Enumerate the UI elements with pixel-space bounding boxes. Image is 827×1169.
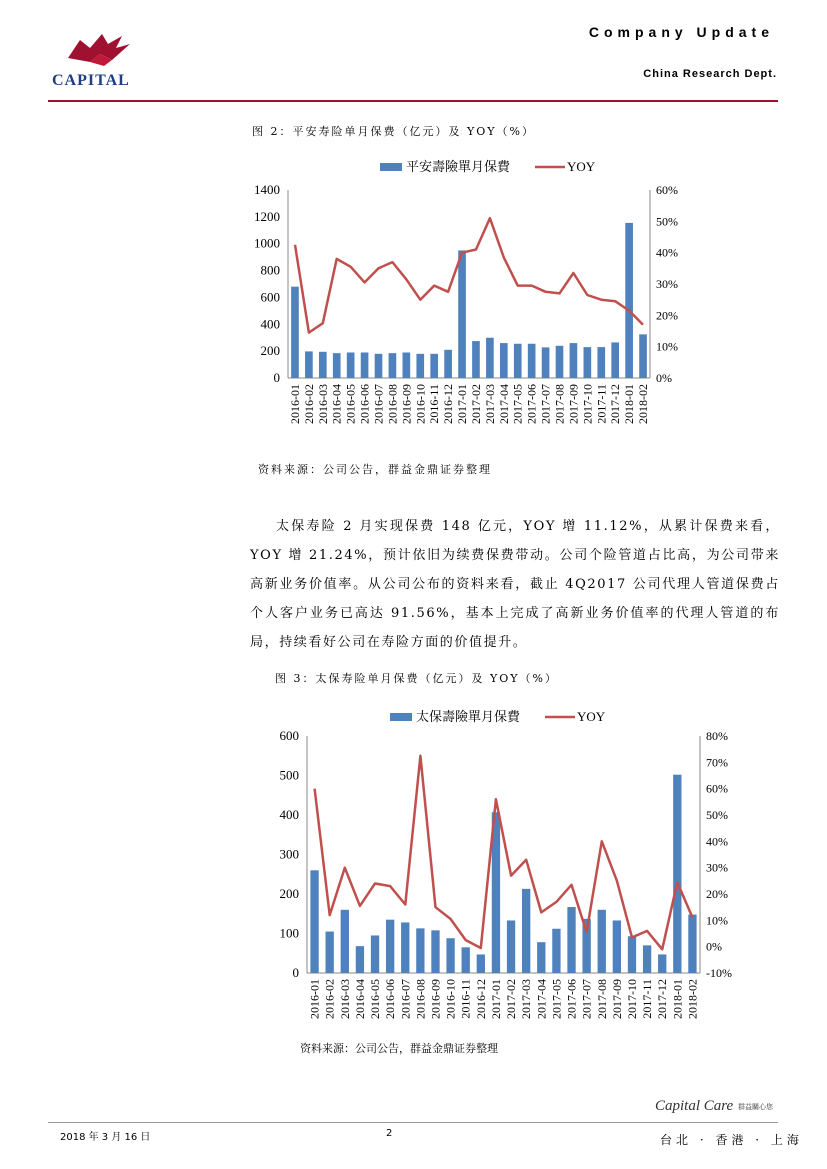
x-tick-label: 2016-09	[428, 979, 443, 1019]
y-tick-label: 400	[260, 316, 280, 332]
footer-divider	[48, 1122, 778, 1123]
y-tick-label: 400	[279, 807, 299, 822]
figure2-caption: 图 2：平安寿险单月保费（亿元）及 YOY（%）	[252, 125, 535, 138]
page-number: 2	[386, 1128, 393, 1139]
x-tick-label: 2017-04	[534, 979, 549, 1019]
bar	[611, 342, 619, 378]
bar	[356, 946, 364, 973]
x-tick-label: 2017-05	[510, 384, 525, 424]
x-tick-label: 2016-06	[357, 384, 372, 424]
legend-bar-swatch	[380, 163, 402, 171]
x-tick-label: 2017-01	[455, 384, 470, 424]
y2-tick-label: 30%	[706, 860, 728, 875]
bar	[537, 942, 545, 973]
bar	[403, 352, 411, 378]
header-divider	[48, 100, 778, 102]
paragraph-text: 太保寿险 2 月实现保费 148 亿元，YOY 增 11.12%，从累计保费来看，YOY 增 21.24%，预计依旧为续费保费带动。公司个险管道占比高，为公司带来高新业务价值率。从公司公布的资料来看，截止 4Q2017 公司代理人管道保费占个人客户业务已高达 91.56%，基本上完成了高新业务价值率的代理人管道的布局，持续看好公司在寿险方面的价值提升。	[250, 519, 780, 650]
x-tick-label: 2018-01	[670, 979, 685, 1019]
bar	[584, 347, 592, 378]
y2-tick-label: 60%	[706, 781, 728, 796]
x-tick-label: 2017-01	[488, 979, 503, 1019]
footer-cities: 台北 · 香港 · 上海	[660, 1133, 803, 1147]
bar	[556, 346, 564, 378]
x-tick-label: 2017-08	[552, 384, 567, 424]
figure3-chart	[255, 700, 735, 1035]
x-tick-label: 2016-01	[287, 384, 302, 424]
bar	[628, 936, 636, 973]
x-tick-label: 2016-11	[427, 384, 442, 424]
x-tick-label: 2017-05	[549, 979, 564, 1019]
x-tick-label: 2017-03	[482, 384, 497, 424]
x-tick-label: 2016-08	[413, 979, 428, 1019]
footer-brand: Capital Care	[655, 1098, 734, 1114]
bar	[291, 287, 299, 378]
y2-tick-label: 40%	[656, 245, 678, 260]
figure2-source: 资料来源：公司公告，群益金鼎证券整理	[258, 463, 492, 476]
y2-tick-label: 70%	[706, 755, 728, 770]
bar	[598, 910, 606, 973]
x-tick-label: 2016-09	[399, 384, 414, 424]
legend-bar-swatch	[390, 713, 412, 721]
x-tick-label: 2016-05	[368, 979, 383, 1019]
y-tick-label: 500	[279, 767, 299, 783]
x-tick-label: 2017-07	[579, 979, 594, 1019]
bar	[310, 870, 318, 973]
bar	[673, 775, 681, 973]
y2-tick-label: 20%	[656, 308, 678, 323]
x-tick-label: 2017-10	[624, 979, 639, 1019]
bar	[347, 352, 355, 378]
bar	[446, 938, 454, 973]
x-tick-label: 2017-09	[566, 384, 581, 424]
y2-tick-label: 10%	[706, 913, 728, 928]
bar	[528, 344, 536, 378]
x-tick-label: 2018-02	[685, 979, 700, 1019]
legend-line-label: YOY	[577, 709, 606, 724]
x-tick-label: 2016-04	[329, 384, 344, 424]
bar	[430, 354, 438, 378]
x-tick-label: 2016-11	[458, 979, 473, 1019]
x-tick-label: 2016-10	[413, 384, 428, 424]
x-tick-label: 2017-12	[655, 979, 670, 1019]
x-tick-label: 2017-03	[519, 979, 534, 1019]
x-tick-label: 2017-09	[609, 979, 624, 1019]
bar	[688, 915, 696, 973]
bar	[486, 338, 494, 378]
x-tick-label: 2016-12	[441, 384, 456, 424]
bar	[639, 334, 647, 378]
y2-tick-label: 30%	[656, 277, 678, 291]
y-tick-label: 0	[292, 965, 299, 980]
x-tick-label: 2016-08	[385, 384, 400, 424]
figure3-source: 资料来源：公司公告，群益金鼎证券整理	[300, 1042, 498, 1055]
x-tick-label: 2017-02	[468, 384, 483, 424]
y2-tick-label: 10%	[656, 339, 678, 354]
x-tick-label: 2017-10	[580, 384, 595, 424]
x-tick-label: 2016-05	[343, 384, 358, 424]
figure3-caption: 图 3：太保寿险单月保费（亿元）及 YOY（%）	[275, 672, 558, 685]
legend-bar-label: 太保壽險單月保費	[416, 709, 521, 724]
bar	[326, 932, 334, 973]
x-tick-label: 2016-07	[398, 979, 413, 1019]
x-tick-label: 2016-06	[383, 979, 398, 1019]
y-tick-label: 200	[260, 343, 280, 359]
x-tick-label: 2017-11	[594, 384, 609, 424]
bar	[389, 353, 397, 378]
bar	[361, 352, 369, 378]
bar	[552, 929, 560, 973]
y2-tick-label: 0%	[706, 939, 722, 954]
y2-tick-label: 60%	[656, 183, 678, 197]
x-tick-label: 2016-10	[443, 979, 458, 1019]
y-tick-label: 300	[279, 846, 299, 862]
bar	[658, 954, 666, 973]
bar	[643, 945, 651, 973]
x-tick-label: 2017-07	[538, 384, 553, 424]
y-tick-label: 1000	[254, 235, 280, 251]
x-tick-label: 2016-12	[473, 979, 488, 1019]
y-tick-label: 0	[273, 370, 280, 385]
x-tick-label: 2017-12	[608, 384, 623, 424]
x-tick-label: 2018-01	[622, 384, 637, 424]
bar	[375, 354, 383, 378]
y-tick-label: 600	[260, 289, 280, 305]
bar	[371, 935, 379, 973]
bar	[458, 250, 466, 378]
department: China Research Dept.	[643, 68, 777, 80]
x-tick-label: 2016-04	[352, 979, 367, 1019]
bar	[431, 930, 439, 973]
bar	[416, 354, 424, 378]
y2-tick-label: -10%	[706, 966, 732, 980]
x-tick-label: 2016-01	[307, 979, 322, 1019]
bar	[514, 344, 522, 378]
x-tick-label: 2018-02	[636, 384, 651, 424]
y-tick-label: 200	[279, 886, 299, 901]
x-tick-label: 2016-07	[371, 384, 386, 424]
bar	[522, 889, 530, 973]
body-paragraph	[250, 512, 780, 657]
bar	[416, 928, 424, 973]
x-tick-label: 2017-04	[496, 384, 511, 424]
y2-tick-label: 50%	[706, 808, 728, 822]
figure2-chart	[230, 150, 700, 450]
x-tick-label: 2016-03	[315, 384, 330, 424]
footer-brand-cn: 群益關心您	[738, 1103, 773, 1111]
y-tick-label: 800	[260, 262, 280, 278]
x-tick-label: 2016-03	[337, 979, 352, 1019]
bar	[341, 910, 349, 973]
bar	[472, 341, 480, 378]
bar	[570, 343, 578, 378]
y2-tick-label: 40%	[706, 834, 728, 849]
yoy-line	[295, 218, 643, 332]
y2-tick-label: 20%	[706, 887, 728, 901]
y2-tick-label: 80%	[706, 729, 728, 743]
x-tick-label: 2017-02	[504, 979, 519, 1019]
x-tick-label: 2017-11	[640, 979, 655, 1019]
bar	[319, 352, 327, 378]
y-tick-label: 100	[279, 925, 299, 941]
bar	[597, 347, 605, 378]
y2-tick-label: 50%	[656, 214, 678, 229]
bar	[401, 922, 409, 973]
x-tick-label: 2017-06	[564, 979, 579, 1019]
bar	[567, 907, 575, 973]
bar	[386, 920, 394, 973]
bar	[542, 347, 550, 378]
logo-text: CAPITAL	[52, 72, 130, 89]
x-tick-label: 2016-02	[301, 384, 316, 424]
bar	[507, 920, 515, 973]
report-type: Company Update	[588, 24, 774, 40]
bar	[625, 223, 633, 378]
x-tick-label: 2017-06	[524, 384, 539, 424]
y-tick-label: 600	[279, 728, 299, 743]
legend-bar-label: 平安壽險單月保費	[406, 159, 511, 174]
footer-date: 2018 年 3 月 16 日	[60, 1132, 151, 1143]
y2-tick-label: 0%	[656, 371, 672, 385]
yoy-line	[315, 756, 693, 950]
y-tick-label: 1400	[254, 182, 280, 197]
bar	[444, 350, 452, 378]
bar	[305, 351, 313, 378]
y-tick-label: 1200	[254, 208, 280, 224]
bar	[477, 954, 485, 973]
bar	[462, 947, 470, 973]
x-tick-label: 2017-08	[594, 979, 609, 1019]
x-tick-label: 2016-02	[322, 979, 337, 1019]
legend-line-label: YOY	[567, 159, 596, 174]
bar	[333, 353, 341, 378]
bar	[500, 343, 508, 378]
bar	[613, 920, 621, 973]
